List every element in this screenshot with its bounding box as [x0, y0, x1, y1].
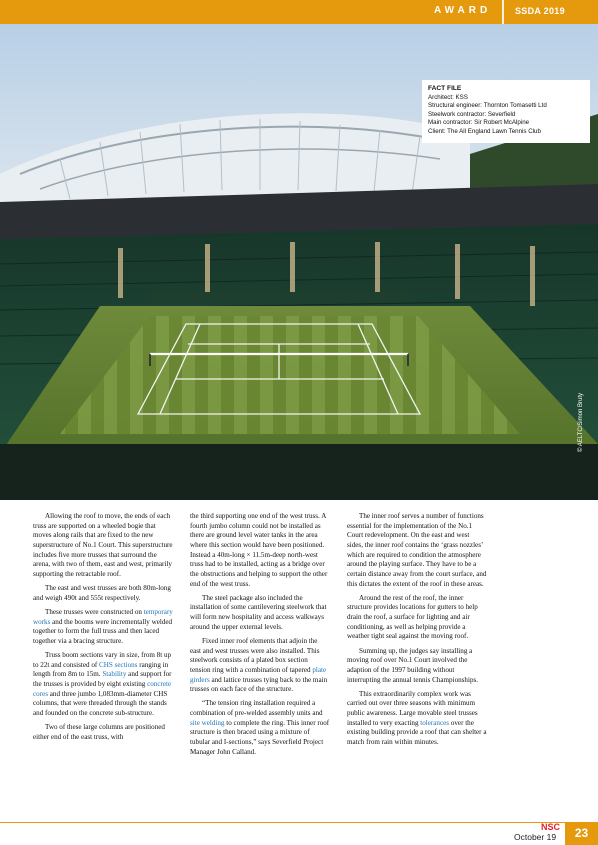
paragraph: Allowing the roof to move, the ends of each truss are supported on a wheeled bogie that moves along rails that are fixed to the new superstructure of No.1 Court. This superstructure includes five more trusses that surround the arena, with two of them, east and west, primarily supporting the retractable roof. [33, 512, 173, 578]
text-run: and support for the trusses is provided by eight existing [33, 670, 172, 688]
fact-file-title: FACT FILE [428, 85, 462, 92]
text-run: over the existing building provide a roof that can shelter a match from rain within minutes. [347, 718, 487, 746]
paragraph [190, 637, 330, 695]
header-divider [502, 0, 504, 24]
text-run: ranging in length from 8m to 15m. [33, 660, 169, 679]
text-column-1 [33, 512, 173, 747]
paragraph [347, 690, 487, 748]
paragraph: The inner roof serves a number of functions essential for the implementation of the No.1 Court redevelopment. On the east and west sides, the inner roof contains the ‘grass nozzles’ which are required to condition the atmosphere around the playing surface. They have to be a certain distance away from the court surface, and this dictates the extent of the roof in these areas. [347, 512, 487, 588]
paragraph: Summing up, the judges say installing a moving roof over No.1 Court involved the adaption of the 1997 building without interrupting the annual tennis Championships. [347, 646, 479, 684]
paragraph: Around the rest of the roof, the inner structure provides locations for gutters to help drain the roof, a surface for lighting and air conditioning, as well as helping provide a weather tight seal against the moving roof. [347, 593, 478, 641]
fact-file-architect: Architect: KSS [428, 93, 468, 101]
page-number-box [565, 822, 598, 845]
text-column-3 [347, 512, 487, 752]
paragraph [190, 699, 330, 757]
fact-file-client: Client: The All England Lawn Tennis Club [428, 127, 541, 135]
link-tolerances[interactable]: tolerances [420, 718, 450, 727]
header-bar [0, 0, 598, 24]
link-temporary-works[interactable]: temporary works [33, 607, 173, 626]
fact-file-steelwork: Steelwork contractor: Severfield [428, 110, 516, 118]
text-column-2 [190, 512, 330, 762]
photo-credit: © AELTC/Simon Bruty [578, 393, 584, 452]
link-site-welding[interactable]: site welding [190, 718, 225, 727]
text-run: and three jumbo 1,083mm-diameter CHS columns, that were threaded through the stands and founded on the concrete sub-structure. [33, 689, 168, 717]
paragraph [33, 608, 173, 647]
fact-file-contractor: Main contractor: Sir Robert McAlpine [428, 119, 530, 127]
text-run: These trusses were constructed on [45, 607, 144, 616]
text-run: Truss boom sections vary in size, from 8t up to 22t and consisted of [33, 651, 172, 669]
issue-date: October 19 [514, 832, 557, 842]
paragraph: The east and west trusses are both 80m-long and weigh 490t and 555t respectively. [33, 584, 171, 602]
stadium-photo [0, 24, 598, 500]
link-plate-girders[interactable]: plate girders [190, 665, 327, 684]
fact-file-box [422, 80, 590, 143]
paragraph [33, 651, 173, 719]
text-run: This extraordinarily complex work was carried out over three seasons with minimum public awareness. Large movable steel trusses installed to very exacting [347, 689, 478, 727]
link-stability[interactable]: Stability [102, 670, 127, 679]
text-run: Fixed inner roof elements that adjoin the east and west trusses were also installed. This steelwork consists of a plated box section tension ring with a combination of tapered [190, 636, 320, 674]
text-run: to complete the ring. This inner roof structure is then braced using a mixture of tubular and I-sections,” says Severfield Project Manager John Calland. [190, 718, 330, 756]
paragraph: The steel package also included the installation of some cantilevering steelwork that will form new hospitality and access walkways around the upper external levels. [190, 593, 327, 631]
link-concrete-cores[interactable]: concrete cores [33, 680, 172, 698]
fact-file-engineer: Structural engineer: Thornton Tomasetti Ltd [428, 102, 547, 110]
brand-logo: NSC [541, 822, 561, 832]
edition-label: SSDA 2019 [515, 6, 565, 16]
link-chs-sections[interactable]: CHS sections [99, 660, 138, 669]
footer-rule [0, 822, 598, 823]
text-run: “The tension ring installation required a combination of pre-welded assembly units and [190, 699, 323, 717]
text-run: and lattice trusses tying back to the main trusses on each face of the structure. [190, 675, 328, 694]
paragraph: the third supporting one end of the west truss. A fourth jumbo column could not be installed as there are ground level water tanks in the area where this section would have been positioned. Instead a 40m-long × 11.5m-deep north-west truss had to be installed, acting as a bridge over the obstructions and helping to support the other end of the west truss. [190, 512, 328, 588]
paragraph: Two of these large columns are positioned either end of the east truss, with [33, 723, 165, 741]
text-run: and the booms were incrementally welded together to form the full truss and then laced together via a bracing structure. [33, 617, 173, 645]
section-label: AWARD [434, 5, 492, 16]
page-number: 23 [574, 826, 589, 840]
